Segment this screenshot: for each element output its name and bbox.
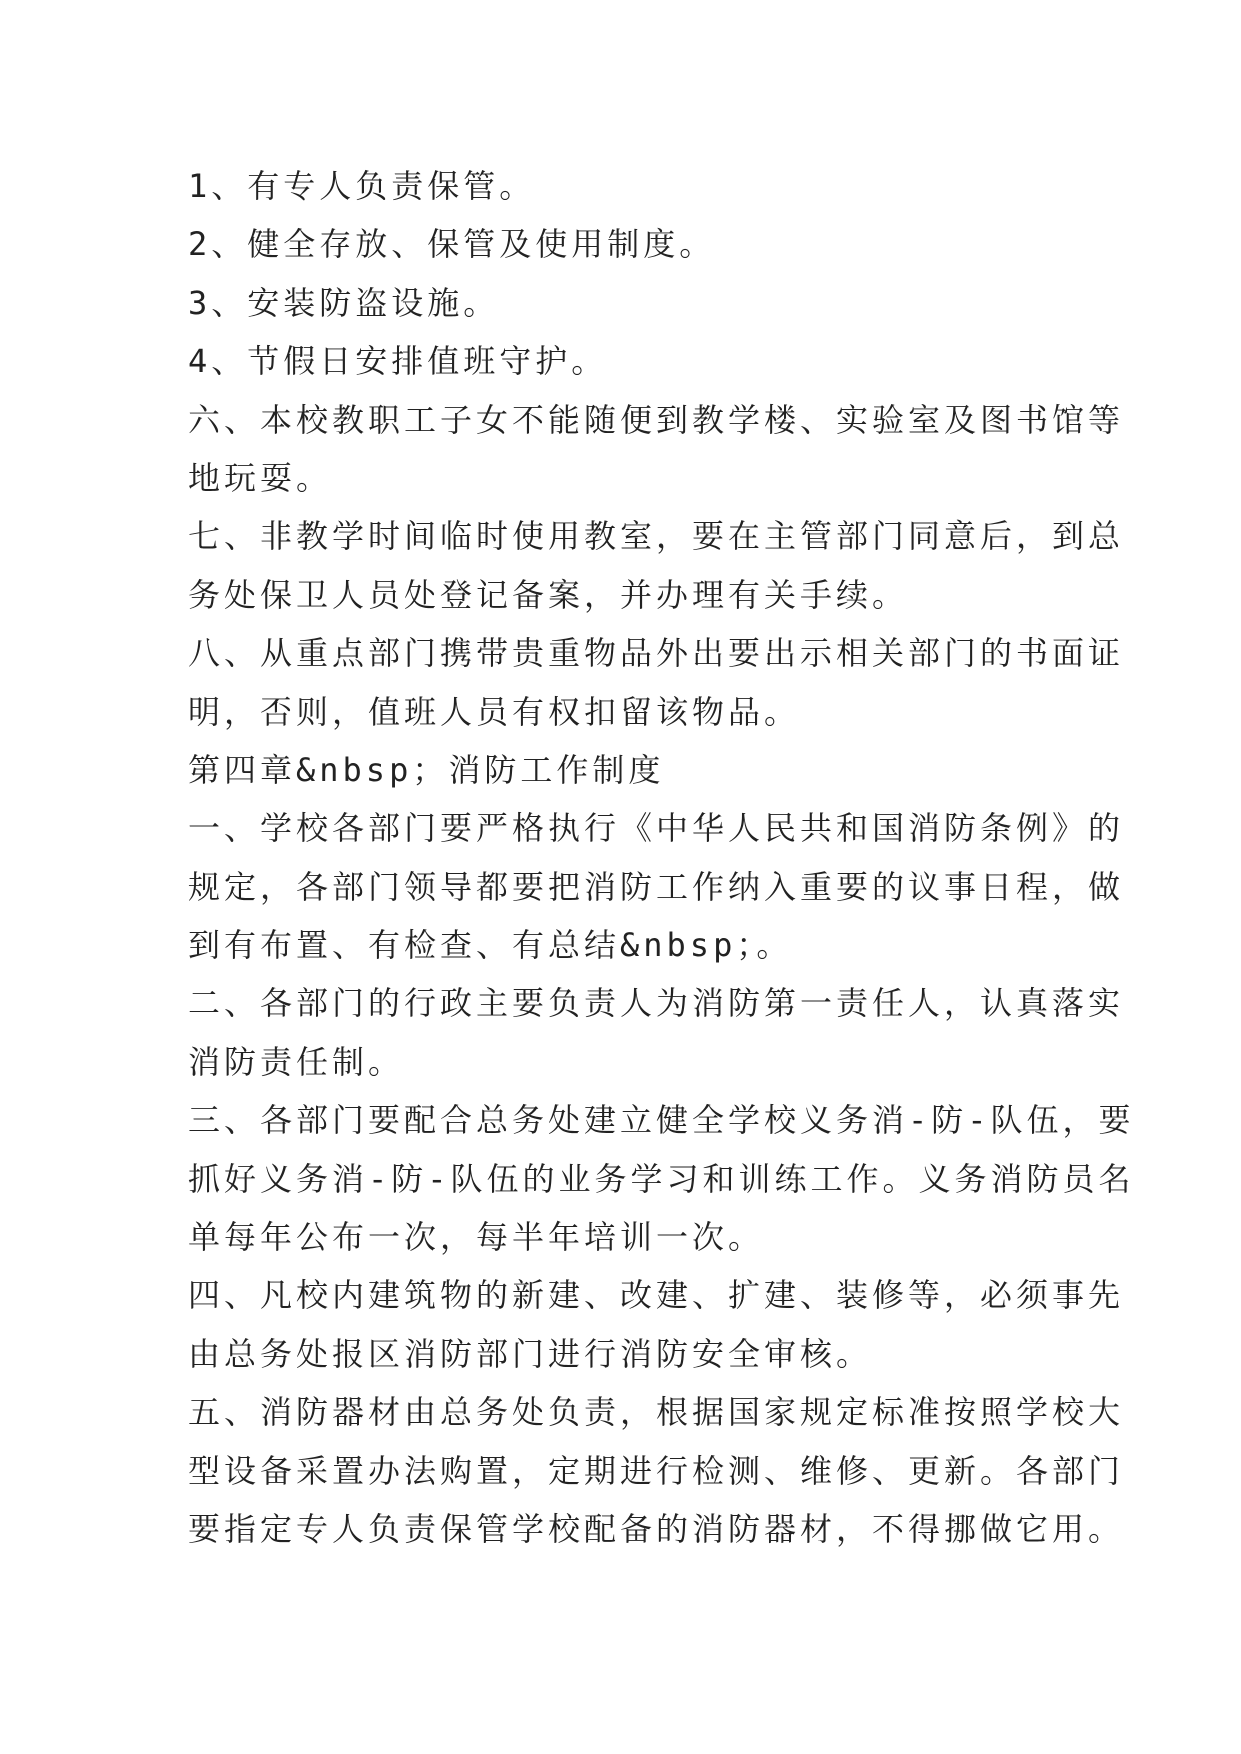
text-line: 七、非教学时间临时使用教室，要在主管部门同意后，到总 — [188, 517, 1125, 556]
text-line: 到有布置、有检查、有总结&nbsp；。 — [188, 926, 793, 965]
text-line: 规定，各部门领导都要把消防工作纳入重要的议事日程，做 — [188, 867, 1125, 906]
text-line: 六、本校教职工子女不能随便到教学楼、实验室及图书馆等 — [188, 400, 1125, 439]
text-line: 务处保卫人员处登记备案，并办理有关手续。 — [188, 575, 909, 614]
text-line: 单每年公布一次，每半年培训一次。 — [188, 1218, 765, 1257]
text-line: 抓好义务消-防-队伍的业务学习和训练工作。义务消防员名 — [188, 1159, 1135, 1198]
text-line: 一、学校各部门要严格执行《中华人民共和国消防条例》的 — [188, 809, 1125, 848]
text-line: 3、安装防盗设施。 — [188, 283, 500, 322]
text-line: 型设备采置办法购置，定期进行检测、维修、更新。各部门 — [188, 1451, 1125, 1490]
text-line: 地玩耍。 — [188, 458, 333, 497]
text-line: 五、消防器材由总务处负责，根据国家规定标准按照学校大 — [188, 1393, 1125, 1432]
text-line: 要指定专人负责保管学校配备的消防器材，不得挪做它用。 — [188, 1509, 1125, 1548]
text-line: 1、有专人负责保管。 — [188, 167, 536, 205]
document-body — [188, 157, 1135, 1558]
text-line: 2、健全存放、保管及使用制度。 — [188, 225, 716, 264]
text-line: 明，否则，值班人员有权扣留该物品。 — [188, 692, 801, 731]
text-line: 4、节假日安排值班守护。 — [188, 342, 608, 381]
text-line: 八、从重点部门携带贵重物品外出要出示相关部门的书面证 — [188, 634, 1125, 673]
text-line: 三、各部门要配合总务处建立健全学校义务消-防-队伍，要 — [188, 1101, 1135, 1140]
text-line: 由总务处报区消防部门进行消防安全审核。 — [188, 1334, 873, 1373]
text-line: 四、凡校内建筑物的新建、改建、扩建、装修等，必须事先 — [188, 1276, 1125, 1315]
text-line: 二、各部门的行政主要负责人为消防第一责任人，认真落实 — [188, 984, 1125, 1023]
chapter-heading: 第四章&nbsp；消防工作制度 — [188, 750, 665, 789]
text-line: 消防责任制。 — [188, 1042, 405, 1081]
